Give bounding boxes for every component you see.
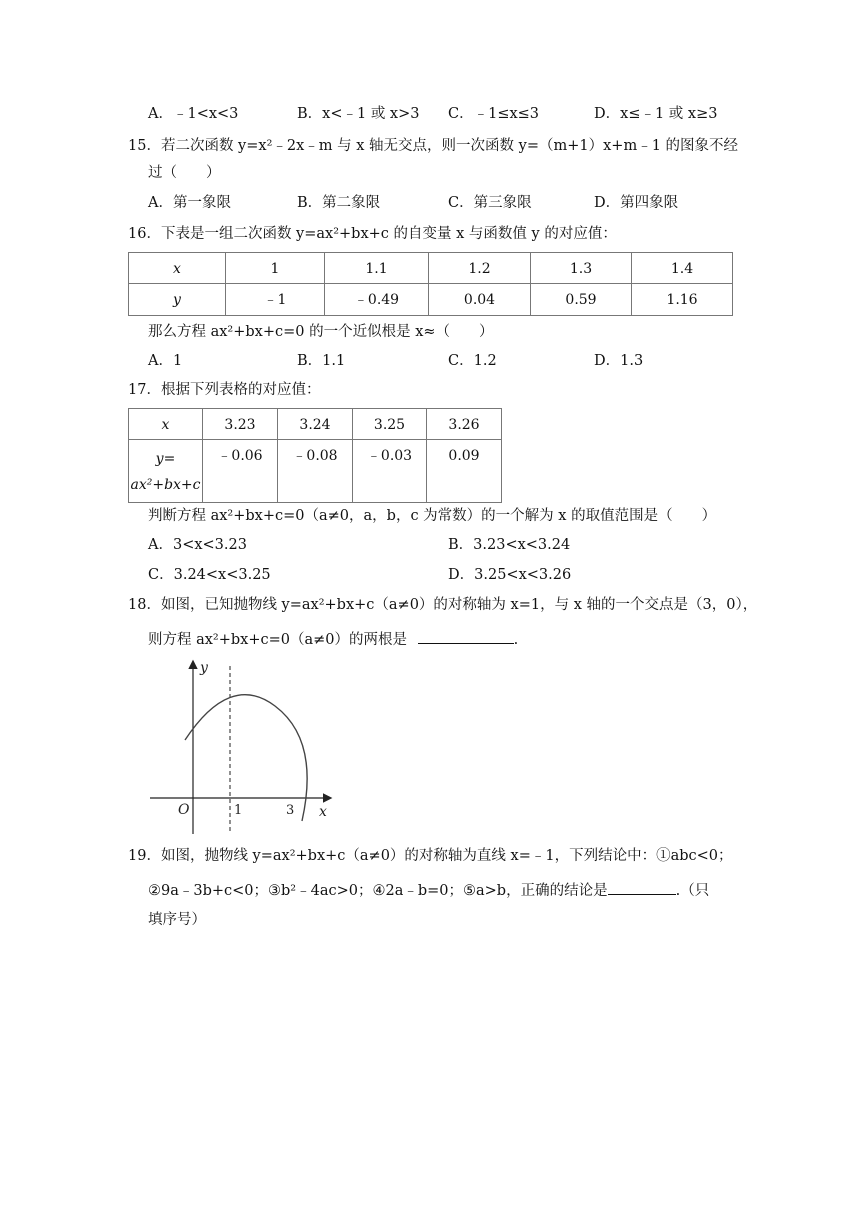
- table-cell: 3.26: [427, 409, 502, 440]
- table-cell: 3.23: [203, 409, 278, 440]
- q17-option-b: B．3.23<x<3.24: [448, 537, 571, 553]
- origin-label: O: [178, 802, 190, 818]
- table-cell: ﹣0.03: [353, 440, 427, 503]
- q17-question: 判断方程 ax²+bx+c=0（a≠0，a，b，c 为常数）的一个解为 x 的取值范围是（ ）: [148, 508, 717, 524]
- q17-row-x: [129, 409, 502, 440]
- tick-label-1: 1: [234, 803, 243, 818]
- q16-option-b: B．1.1: [297, 353, 346, 369]
- q16-stem: 16．下表是一组二次函数 y=ax²+bx+c 的自变量 x 与函数值 y 的对应值：: [128, 226, 617, 242]
- table-cell: 1.2: [429, 253, 531, 284]
- q17-option-d: D．3.25<x<3.26: [448, 567, 572, 583]
- q16-option-a: A．1: [148, 353, 183, 369]
- q17-header-x: x: [129, 409, 203, 440]
- q17-table: [128, 408, 502, 503]
- table-cell: 3.24: [278, 409, 353, 440]
- q14-option-b: B．x<﹣1 或 x>3: [297, 106, 420, 122]
- table-cell: 0.59: [531, 284, 632, 316]
- q16-table: [128, 252, 733, 316]
- q17-stem: 17．根据下列表格的对应值：: [128, 382, 321, 398]
- q17-option-a: A．3<x<3.23: [148, 537, 247, 553]
- q16-question: 那么方程 ax²+bx+c=0 的一个近似根是 x≈（ ）: [148, 324, 494, 340]
- table-cell: 1.16: [632, 284, 733, 316]
- q19-stem-line2: ②9a﹣3b+c<0；③b²﹣4ac>0；④2a﹣b=0；⑤a>b，正确的结论是 .（只: [148, 878, 709, 901]
- table-cell: 1.3: [531, 253, 632, 284]
- table-cell: 3.25: [353, 409, 427, 440]
- q17-option-c: C．3.24<x<3.25: [148, 567, 271, 583]
- table-cell: 1.4: [632, 253, 733, 284]
- q14-option-d: D．x≤﹣1 或 x≥3: [594, 106, 718, 122]
- q15-option-d: D．第四象限: [594, 195, 679, 211]
- table-cell: ﹣1: [226, 284, 325, 316]
- table-cell: ﹣0.08: [278, 440, 353, 503]
- q14-option-a: A．﹣1<x<3: [148, 106, 239, 122]
- q17-row-y: [129, 440, 502, 503]
- table-cell: 1: [226, 253, 325, 284]
- q16-header-y: y: [129, 284, 226, 316]
- q14-option-c: C．﹣1≤x≤3: [448, 106, 540, 122]
- q15-stem-line1: 15．若二次函数 y=x²﹣2x﹣m 与 x 轴无交点，则一次函数 y=（m+1）x+m﹣1 的图象不经: [128, 138, 739, 154]
- q18-stem-line2: 则方程 ax²+bx+c=0（a≠0）的两根是 .: [148, 627, 518, 650]
- q16-header-x: x: [129, 253, 226, 284]
- table-cell: 1.1: [325, 253, 429, 284]
- q19-stem-line3: 填序号）: [148, 912, 206, 928]
- q16-option-d: D．1.3: [594, 353, 644, 369]
- q15-option-a: A．第一象限: [148, 195, 231, 211]
- q18-parabola-graph: [140, 656, 340, 836]
- table-cell: 0.04: [429, 284, 531, 316]
- q18-answer-blank[interactable]: [418, 627, 514, 644]
- q16-row-y: [129, 284, 733, 316]
- y-axis-label: y: [200, 660, 208, 676]
- tick-label-3: 3: [286, 803, 295, 818]
- q15-stem-line2: 过（ ）: [148, 165, 221, 181]
- x-axis-label: x: [319, 804, 327, 820]
- q17-header-y: y= ax²+bx+c: [129, 440, 203, 503]
- table-cell: 0.09: [427, 440, 502, 503]
- q16-option-c: C．1.2: [448, 353, 497, 369]
- table-cell: ﹣0.06: [203, 440, 278, 503]
- q15-option-c: C．第三象限: [448, 195, 532, 211]
- q19-stem-line1: 19．如图，抛物线 y=ax²+bx+c（a≠0）的对称轴为直线 x=﹣1，下列结论中：①abc<0；: [128, 848, 733, 864]
- q16-row-x: [129, 253, 733, 284]
- table-cell: ﹣0.49: [325, 284, 429, 316]
- q15-option-b: B．第二象限: [297, 195, 381, 211]
- q18-stem-line1: 18．如图，已知抛物线 y=ax²+bx+c（a≠0）的对称轴为 x=1，与 x 轴的一个交点是（3，0），: [128, 597, 758, 613]
- q19-answer-blank[interactable]: [608, 878, 676, 895]
